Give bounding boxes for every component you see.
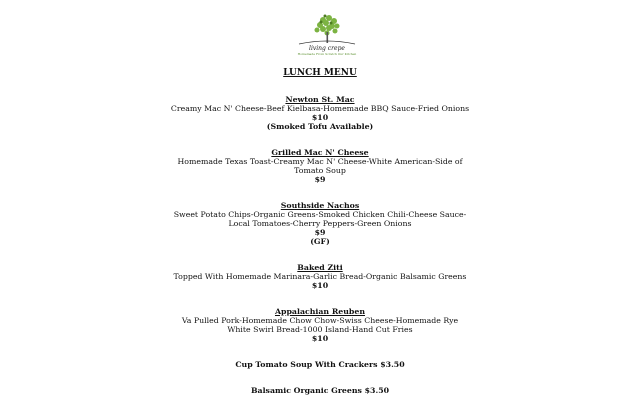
item-name: Newton St. Mac [285, 95, 355, 104]
menu-item [170, 95, 470, 131]
item-description: Homemade Texas Toast-Creamy Mac N' Cheese-White American-Side of Tomato Soup [177, 157, 463, 175]
item-note: (GF) [310, 237, 330, 246]
menu-item [170, 201, 470, 246]
menu-item [170, 148, 470, 184]
item-name: Appalachian Reuben [274, 307, 366, 316]
menu-title: LUNCH MENU [283, 68, 357, 78]
side-item: Balsamic Organic Greens $3.50 [250, 386, 390, 395]
item-price: $10 [311, 113, 329, 122]
item-description: Topped With Homemade Marinara-Garlic Bread-Organic Balsamic Greens [173, 272, 467, 281]
item-name: Grilled Mac N' Cheese [271, 148, 369, 157]
item-price: $10 [311, 281, 329, 290]
item-name: Southside Nachos [280, 201, 360, 210]
logo-name: living crepe [309, 45, 345, 52]
item-description: Va Pulled Pork-Homemade Chow Chow-Swiss Cheese-Homemade Rye White Swirl Bread-1000 Island-Hand Cut Fries [181, 316, 459, 334]
item-description: Creamy Mac N' Cheese-Beef Kielbasa-Homemade BBQ Sauce-Fried Onions [170, 104, 470, 113]
item-price: $10 [311, 334, 329, 343]
tree-icon [287, 12, 367, 46]
logo-tagline: Homemade From Scratch Our Kitchen [297, 52, 357, 56]
item-description: Sweet Potato Chips-Organic Greens-Smoked Chicken Chili-Cheese Sauce-Local Tomatoes-Cherry Peppers-Green Onions [173, 210, 467, 228]
menu-item [170, 263, 470, 290]
side-item: Cup Tomato Soup With Crackers $3.50 [235, 360, 405, 369]
item-price: $9 [314, 228, 326, 237]
item-note: (Smoked Tofu Available) [266, 122, 374, 131]
menu-item [170, 307, 470, 343]
item-price: $9 [314, 175, 326, 184]
item-name: Baked Ziti [297, 263, 343, 272]
logo [287, 12, 367, 56]
